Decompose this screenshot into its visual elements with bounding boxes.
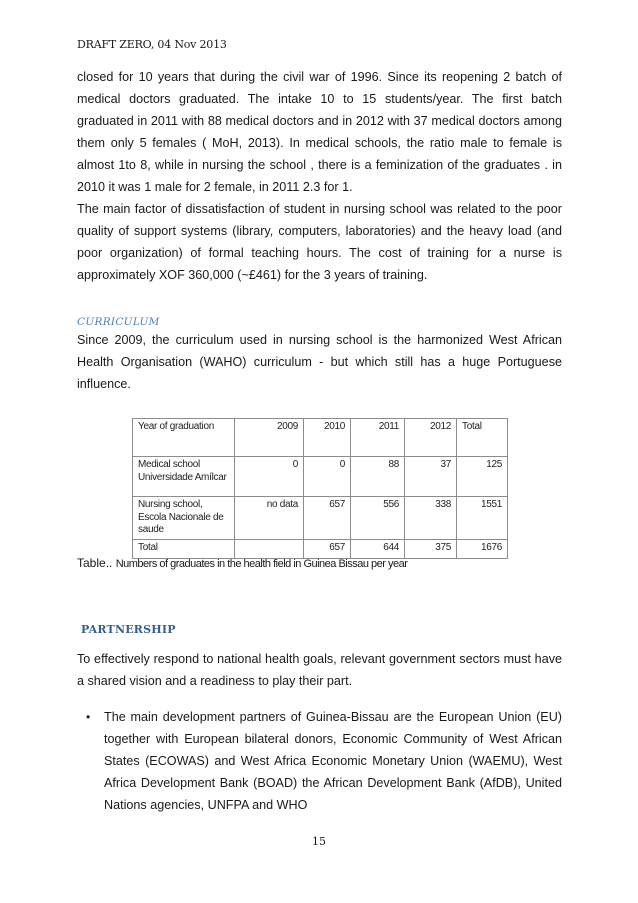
table-cell: 338	[405, 497, 457, 540]
paragraph-nursing-dissatisfaction: The main factor of dissatisfaction of student in nursing school was related to the poor quality of support systems (library, computers, laboratories) and the heavy load (and poor organization) of formal teaching hours. The cost of training for a nurse is approximately XOF 360,000 (~£461) for the 3 years of training.	[77, 202, 562, 282]
table-caption-text: Numbers of graduates in the health field in Guinea Bissau per year	[115, 558, 408, 570]
bullet-icon: •	[86, 710, 91, 724]
table-cell: 556	[351, 497, 405, 540]
table-row-label: Medical school Universidade Amílcar	[133, 457, 235, 497]
table-cell: no data	[235, 497, 304, 540]
page-number: 15	[312, 835, 326, 848]
table-row	[133, 457, 508, 497]
table-cell: 657	[304, 497, 351, 540]
table-header-cell: 2009	[235, 419, 304, 457]
table-cell: 1551	[457, 497, 508, 540]
table-header-cell: 2010	[304, 419, 351, 457]
table-caption	[77, 556, 407, 570]
paragraph-curriculum: Since 2009, the curriculum used in nursing school is the harmonized West African Health Organisation (WAHO) curriculum - but which still has a huge Portuguese influence.	[77, 333, 562, 391]
paragraph-medical-doctors: closed for 10 years that during the civil war of 1996. Since its reopening 2 batch of medical doctors graduated. The intake 10 to 15 students/year. The first batch graduated in 2011 with 88 medical doctors and in 2012 with 37 medical doctors among them only 5 females ( MoH, 2013). In medical schools, the ratio male to female is almost 1to 8, while in nursing the school , there is a feminization of the graduates . in 2010 it was 1 male for 2 female, in 2011 2.3 for 1.	[77, 70, 562, 194]
heading-partnership: PARTNERSHIP	[81, 623, 176, 636]
list-item	[77, 706, 562, 816]
table-cell: 644	[351, 539, 405, 558]
heading-curriculum: CURRICULUM	[77, 316, 160, 328]
table-row-label: Total	[133, 539, 235, 558]
table-cell: 88	[351, 457, 405, 497]
table-cell: 0	[235, 457, 304, 497]
table-header-cell: Year of graduation	[133, 419, 235, 457]
list-item-text: The main development partners of Guinea-Bissau are the European Union (EU) together with European bilateral donors, Economic Community of West African States (ECOWAS) and West Africa Economic Monetary Union (WAEMU), West Africa Development Bank (BOAD) the African Development Bank (AfDB), United Nations agencies, UNFPA and WHO	[104, 710, 562, 812]
table-cell: 125	[457, 457, 508, 497]
table-cell: 37	[405, 457, 457, 497]
table-header-cell: 2012	[405, 419, 457, 457]
table-row	[133, 497, 508, 540]
table-cell: 1676	[457, 539, 508, 558]
table-cell: 657	[304, 539, 351, 558]
graduates-table	[132, 418, 508, 559]
partners-bullet-list	[77, 706, 562, 816]
table-cell: 0	[304, 457, 351, 497]
table-cell: 375	[405, 539, 457, 558]
table-header-cell: Total	[457, 419, 508, 457]
paragraph-partnership: To effectively respond to national health goals, relevant government sectors must have a shared vision and a readiness to play their part.	[77, 652, 562, 688]
table-header-cell: 2011	[351, 419, 405, 457]
table-caption-lead: Table..	[77, 556, 116, 570]
page-header: DRAFT ZERO, 04 Nov 2013	[77, 38, 227, 51]
table-row-label: Nursing school, Escola Nacionale de saude	[133, 497, 235, 540]
table-header-row	[133, 419, 508, 457]
